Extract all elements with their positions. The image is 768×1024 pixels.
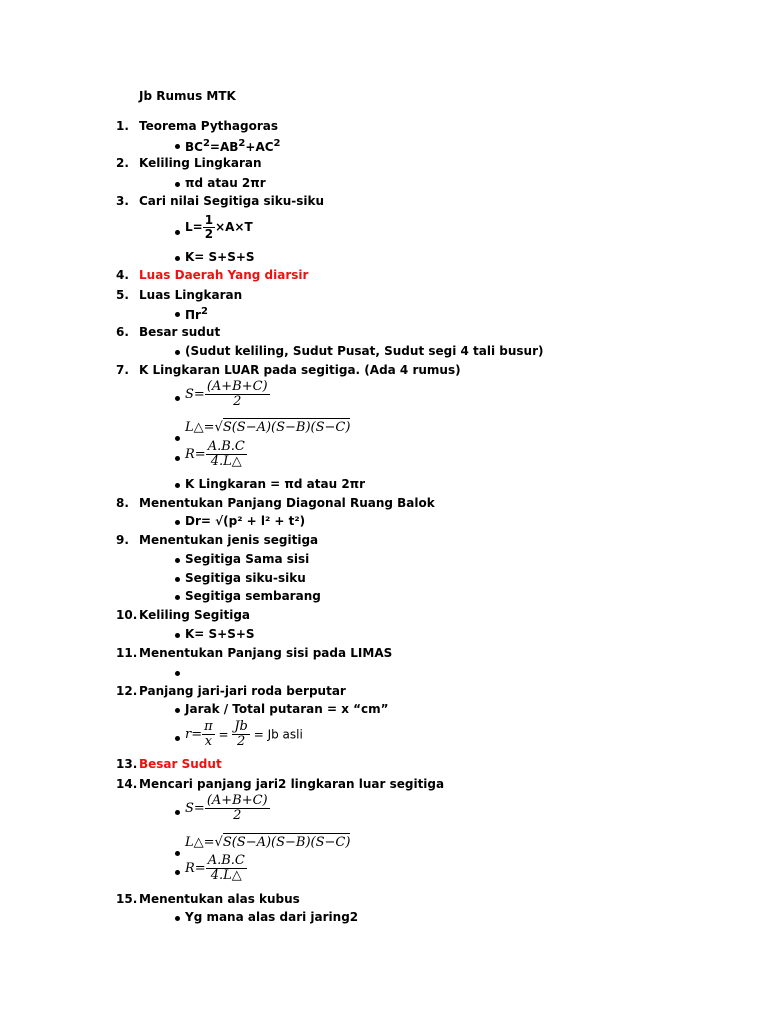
bullet-dot-icon bbox=[175, 671, 180, 676]
list-number: 6. bbox=[116, 325, 129, 339]
bullet-text: Dr= √(p² + l² + t²) bbox=[185, 514, 306, 528]
list-item-text: Besar Sudut bbox=[139, 757, 222, 771]
bullet-dot-icon bbox=[175, 736, 180, 741]
bullet-text: R= $\frac{A.B.C}{4.L\triangle}$ bbox=[185, 853, 245, 884]
bullet-text: Yg mana alas dari jaring2 bbox=[185, 910, 359, 924]
list-item-text: Menentukan alas kubus bbox=[139, 892, 300, 906]
bullet-text: L△=√S(S−A)(S−B)(S−C) bbox=[185, 420, 351, 435]
list-item-text: Menentukan Panjang Diagonal Ruang Balok bbox=[139, 496, 435, 510]
list-number: 14. bbox=[116, 777, 138, 791]
bullet-text: L= $\frac{1}{2}$ ×A×T bbox=[185, 213, 253, 242]
list-number: 8. bbox=[116, 496, 129, 510]
list-number: 1. bbox=[116, 119, 129, 133]
bullet-dot-icon bbox=[175, 456, 180, 461]
bullet-text: $BC^2=AB^2+AC^2$ bbox=[185, 138, 281, 154]
list-item-text: Mencari panjang jari2 lingkaran luar segitiga bbox=[139, 777, 445, 791]
document-title: Jb Rumus MTK bbox=[139, 89, 236, 103]
bullet-text: Segitiga siku-siku bbox=[185, 571, 306, 585]
list-number: 12. bbox=[116, 684, 138, 698]
bullet-text: S= $\frac{(A+B+C)}{2}$ bbox=[185, 379, 268, 410]
bullet-text: $\Pi r^2$ bbox=[185, 306, 208, 322]
list-number: 4. bbox=[116, 268, 129, 282]
bullet-dot-icon bbox=[175, 312, 180, 317]
bullet-dot-icon bbox=[175, 633, 180, 638]
bullet-dot-icon bbox=[175, 595, 180, 600]
bullet-text: K= S+S+S bbox=[185, 627, 255, 641]
bullet-text: L△=√S(S−A)(S−B)(S−C) bbox=[185, 835, 351, 850]
bullet-dot-icon bbox=[175, 230, 180, 235]
list-item-text: Menentukan Panjang sisi pada LIMAS bbox=[139, 646, 393, 660]
bullet-dot-icon bbox=[175, 436, 180, 441]
bullet-text: Jarak / Total putaran = x “cm” bbox=[185, 702, 389, 716]
bullet-dot-icon bbox=[175, 870, 180, 875]
bullet-text: Segitiga Sama sisi bbox=[185, 552, 310, 566]
bullet-text: r= $\frac{\pi}{x}$ = $\frac{Jb}{2}$ = Jb asli bbox=[185, 719, 303, 750]
bullet-text: K= S+S+S bbox=[185, 250, 255, 264]
list-item-text: Keliling Lingkaran bbox=[139, 156, 262, 170]
bullet-text: (Sudut keliling, Sudut Pusat, Sudut segi 4 tali busur) bbox=[185, 344, 544, 358]
bullet-text: R= $\frac{A.B.C}{4.L\triangle}$ bbox=[185, 439, 245, 470]
list-item-text: Panjang jari-jari roda berputar bbox=[139, 684, 346, 698]
bullet-dot-icon bbox=[175, 577, 180, 582]
bullet-dot-icon bbox=[175, 558, 180, 563]
bullet-dot-icon bbox=[175, 708, 180, 713]
list-number: 3. bbox=[116, 194, 129, 208]
list-item-text: Keliling Segitiga bbox=[139, 608, 251, 622]
bullet-dot-icon bbox=[175, 256, 180, 261]
bullet-dot-icon bbox=[175, 483, 180, 488]
bullet-dot-icon bbox=[175, 350, 180, 355]
list-item-text: Menentukan jenis segitiga bbox=[139, 533, 319, 547]
bullet-dot-icon bbox=[175, 520, 180, 525]
list-item-text: Besar sudut bbox=[139, 325, 221, 339]
list-item-text: Luas Lingkaran bbox=[139, 288, 243, 302]
bullet-text: Segitiga sembarang bbox=[185, 589, 321, 603]
bullet-dot-icon bbox=[175, 851, 180, 856]
list-number: 7. bbox=[116, 363, 129, 377]
list-item-text: Teorema Pythagoras bbox=[139, 119, 279, 133]
list-number: 15. bbox=[116, 892, 138, 906]
list-item-text: K Lingkaran LUAR pada segitiga. (Ada 4 rumus) bbox=[139, 363, 461, 377]
list-number: 2. bbox=[116, 156, 129, 170]
bullet-dot-icon bbox=[175, 810, 180, 815]
bullet-text: πd atau 2πr bbox=[185, 176, 266, 190]
list-item-text: Cari nilai Segitiga siku-siku bbox=[139, 194, 325, 208]
list-number: 5. bbox=[116, 288, 129, 302]
bullet-dot-icon bbox=[175, 916, 180, 921]
list-item-text: Luas Daerah Yang diarsir bbox=[139, 268, 309, 282]
list-number: 10. bbox=[116, 608, 138, 622]
list-number: 9. bbox=[116, 533, 129, 547]
list-number: 11. bbox=[116, 646, 138, 660]
bullet-dot-icon bbox=[175, 144, 180, 149]
bullet-text: K Lingkaran = πd atau 2πr bbox=[185, 477, 366, 491]
list-number: 13. bbox=[116, 757, 138, 771]
bullet-dot-icon bbox=[175, 396, 180, 401]
bullet-dot-icon bbox=[175, 182, 180, 187]
bullet-text: S= $\frac{(A+B+C)}{2}$ bbox=[185, 793, 268, 824]
